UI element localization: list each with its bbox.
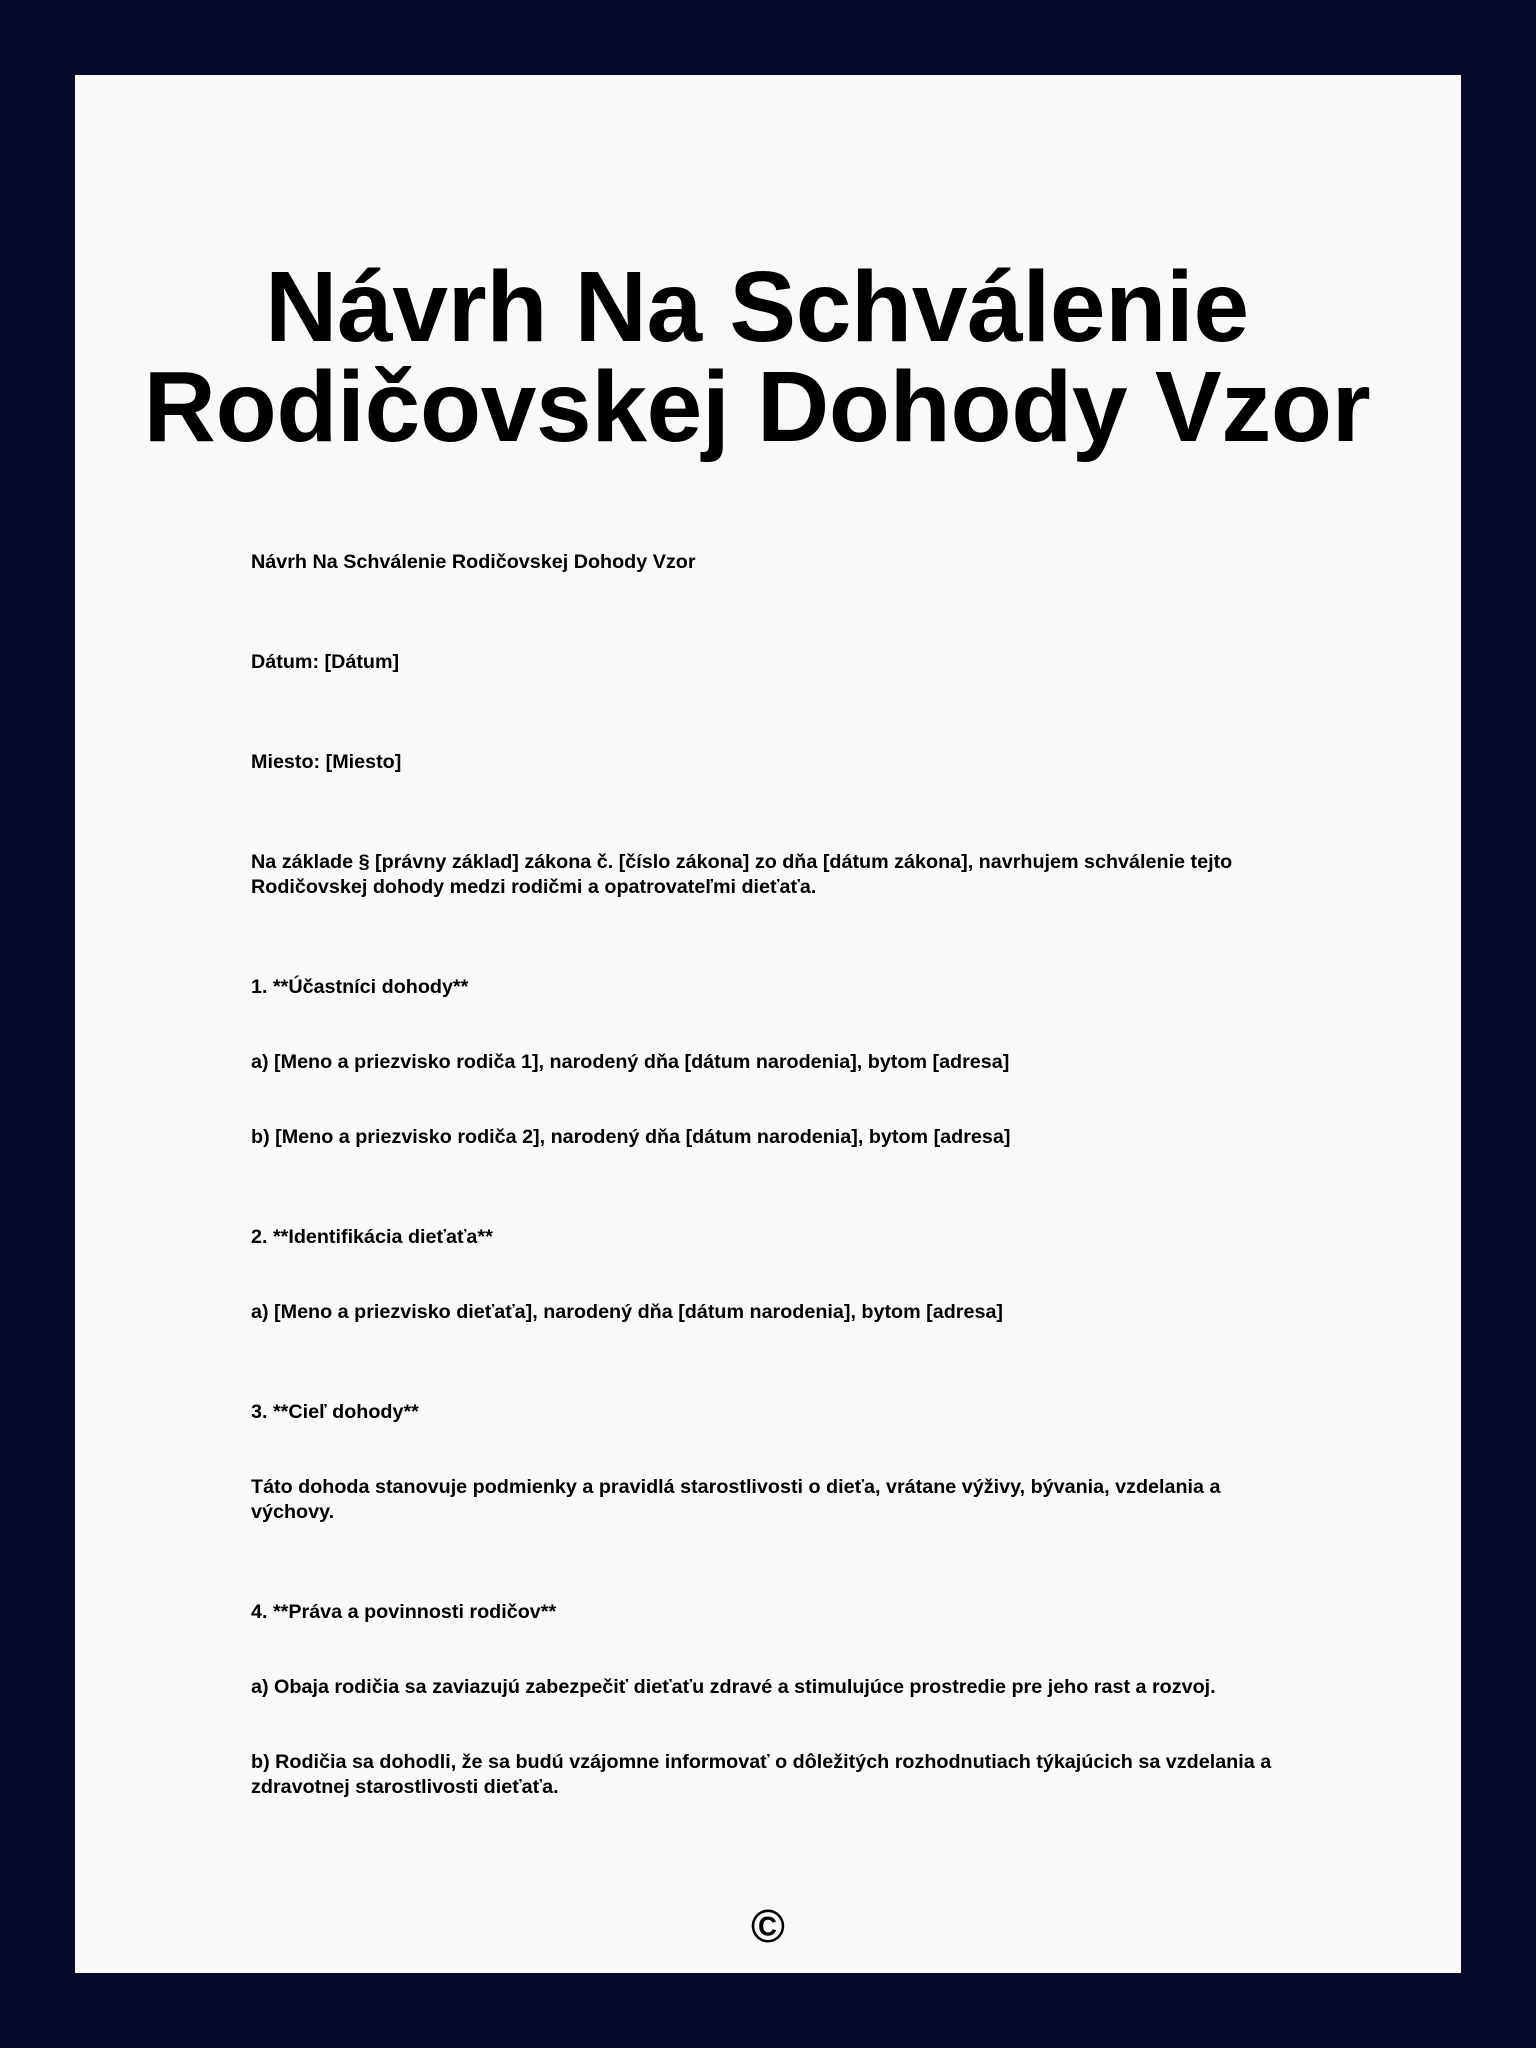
section-item: a) Obaja rodičia sa zaviazujú zabezpečiť dieťaťu zdravé a stimulujúce prostredie pre jeho rast a rozvoj. bbox=[251, 1676, 1216, 1698]
section-item: Táto dohoda stanovuje podmienky a pravidlá starostlivosti o dieťa, vrátane výživy, bývania, vzdelania a výchovy. bbox=[251, 1476, 1221, 1523]
section-heading-rights-duties: 4. **Práva a povinnosti rodičov** bbox=[251, 1601, 557, 1623]
date-line: Dátum: [Dátum] bbox=[251, 651, 400, 673]
document-body bbox=[251, 550, 1285, 1800]
section-item: a) [Meno a priezvisko rodiča 1], narodený dňa [dátum narodenia], bytom [adresa] bbox=[251, 1051, 1010, 1073]
section-item: a) [Meno a priezvisko dieťaťa], narodený dňa [dátum narodenia], bytom [adresa] bbox=[251, 1301, 1004, 1323]
section-heading-child-identification: 2. **Identifikácia dieťaťa** bbox=[251, 1226, 493, 1248]
section-item: b) [Meno a priezvisko rodiča 2], narodený dňa [dátum narodenia], bytom [adresa] bbox=[251, 1126, 1011, 1148]
place-line: Miesto: [Miesto] bbox=[251, 751, 402, 773]
copyright-icon: © bbox=[751, 1900, 785, 1952]
body-heading: Návrh Na Schválenie Rodičovskej Dohody Vzor bbox=[251, 551, 696, 573]
section-heading-goal: 3. **Cieľ dohody** bbox=[251, 1401, 419, 1423]
section-item: b) Rodičia sa dohodli, že sa budú vzájomne informovať o dôležitých rozhodnutiach týkajúcich sa vzdelania a zdravotnej starostlivosti dieťaťa. bbox=[251, 1751, 1272, 1798]
intro-paragraph: Na základe § [právny základ] zákona č. [číslo zákona] zo dňa [dátum zákona], navrhujem schválenie tejto Rodičovskej dohody medzi rodičmi a opatrovateľmi dieťaťa. bbox=[251, 851, 1233, 898]
document-title-line-2: Rodičovskej Dohody Vzor bbox=[143, 351, 1371, 463]
document-title-line-1: Návrh Na Schválenie bbox=[265, 251, 1249, 363]
section-heading-participants: 1. **Účastníci dohody** bbox=[251, 976, 469, 998]
document-page bbox=[75, 75, 1461, 1973]
document-title bbox=[75, 251, 1439, 463]
